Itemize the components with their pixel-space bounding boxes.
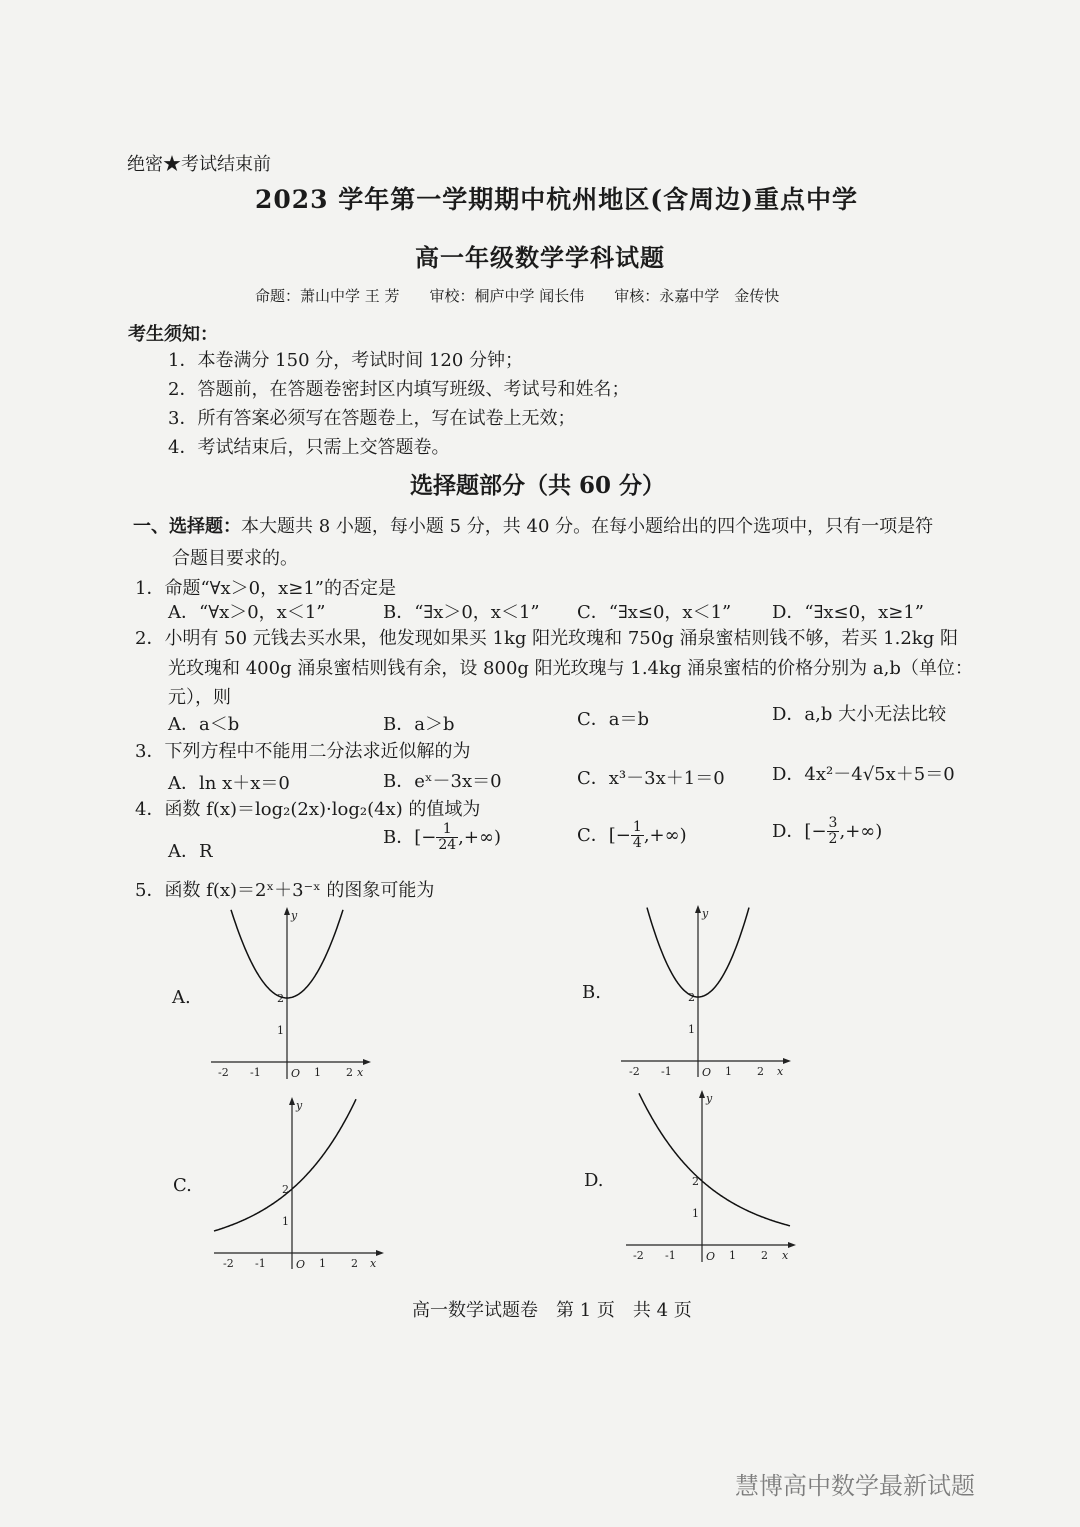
q2-option-c: C．a＝b bbox=[577, 709, 650, 730]
q4-c-denominator: 4 bbox=[632, 835, 642, 852]
part1-bold: 一、选择题： bbox=[133, 516, 241, 537]
y-axis-label: y bbox=[296, 1099, 303, 1112]
q4-stem: 4．函数 f(x)＝log₂(2x)·log₂(4x) 的值域为 bbox=[135, 799, 481, 820]
q5-label-d: D. bbox=[584, 1170, 604, 1191]
exam-title: 2023 学年第一学期期中杭州地区(含周边)重点中学 bbox=[255, 185, 858, 214]
q4-d-suffix: ,+∞) bbox=[839, 820, 883, 842]
part1-rest: 本大题共 8 小题，每小题 5 分，共 40 分。在每小题给出的四个选项中，只有一项是符 bbox=[241, 516, 934, 537]
q2-line3: 元），则 bbox=[168, 687, 231, 708]
q5-stem: 5．函数 f(x)＝2ˣ＋3⁻ˣ 的图象可能为 bbox=[135, 880, 435, 901]
y-axis-arrow bbox=[289, 1097, 295, 1105]
x-tick-label: -2 bbox=[629, 1065, 640, 1078]
x-tick-label: 2 bbox=[761, 1249, 768, 1262]
q2-option-a: A．a＜b bbox=[168, 714, 240, 735]
x-tick-label: -2 bbox=[223, 1257, 234, 1270]
q4-b-numerator: 1 bbox=[436, 822, 458, 838]
x-tick-label: -1 bbox=[665, 1249, 676, 1262]
q4-d-fraction bbox=[827, 816, 840, 848]
x-tick-label: 2 bbox=[346, 1066, 353, 1079]
y-axis-arrow bbox=[699, 1090, 705, 1098]
x-axis-arrow bbox=[376, 1250, 384, 1256]
q1-stem: 1．命题“∀x＞0，x≥1”的否定是 bbox=[135, 578, 397, 599]
page-footer: 高一数学试题卷 第 1 页 共 4 页 bbox=[412, 1300, 692, 1321]
y-tick-label-1: 1 bbox=[277, 1024, 284, 1037]
x-axis-label: x bbox=[357, 1066, 364, 1079]
y-axis-label: y bbox=[702, 907, 709, 920]
q4-c-numerator: 1 bbox=[632, 819, 642, 835]
x-tick-label: -2 bbox=[633, 1249, 644, 1262]
graph-d bbox=[620, 1088, 800, 1268]
y-tick-label-1: 1 bbox=[688, 1023, 695, 1036]
q3-option-d: D．4x²－4√5x＋5＝0 bbox=[772, 764, 955, 785]
notice-item-3: 3．所有答案必须写在答题卷上，写在试卷上无效； bbox=[168, 408, 576, 429]
q4-c-prefix: C．[− bbox=[577, 824, 631, 846]
q4-d-prefix: D．[− bbox=[772, 820, 827, 842]
y-tick-label-2: 2 bbox=[688, 991, 695, 1004]
x-axis-label: x bbox=[777, 1065, 784, 1078]
x-tick-label: 1 bbox=[314, 1066, 321, 1079]
x-tick-label: 2 bbox=[757, 1065, 764, 1078]
y-axis-label: y bbox=[706, 1092, 713, 1105]
origin-label: O bbox=[296, 1258, 306, 1271]
exam-subtitle: 高一年级数学学科试题 bbox=[415, 243, 665, 272]
graph-a bbox=[205, 905, 375, 1085]
notice-item-1: 1．本卷满分 150 分，考试时间 120 分钟； bbox=[168, 350, 524, 371]
q1-option-a: A．“∀x＞0，x＜1” bbox=[168, 602, 326, 623]
y-tick-label-1: 1 bbox=[692, 1207, 699, 1220]
q3-option-a: A．ln x＋x＝0 bbox=[168, 773, 290, 794]
y-tick-label-2: 2 bbox=[277, 992, 284, 1005]
section-title: 选择题部分（共 60 分） bbox=[410, 472, 666, 499]
function-curve bbox=[214, 1099, 356, 1231]
x-axis-arrow bbox=[363, 1059, 371, 1065]
x-tick-label: 1 bbox=[729, 1249, 736, 1262]
q3-stem: 3．下列方程中不能用二分法求近似解的为 bbox=[135, 741, 471, 762]
q4-b-denominator: 24 bbox=[438, 837, 457, 854]
q4-option-b bbox=[383, 822, 501, 854]
x-tick-label: -1 bbox=[250, 1066, 261, 1079]
q4-d-numerator: 3 bbox=[828, 815, 838, 831]
graph-b bbox=[615, 903, 795, 1083]
q4-b-prefix: B．[− bbox=[383, 826, 437, 848]
q5-label-b: B. bbox=[582, 982, 601, 1003]
q1-option-d: D．“∃x≤0，x≥1” bbox=[772, 602, 924, 623]
q2-line1: 2．小明有 50 元钱去买水果，他发现如果买 1kg 阳光玫瑰和 750g 涌泉蜜桔则钱不够，若买 1.2kg 阳 bbox=[135, 628, 958, 649]
x-tick-label: 1 bbox=[725, 1065, 732, 1078]
x-tick-label: -1 bbox=[661, 1065, 672, 1078]
function-curve bbox=[639, 1093, 790, 1226]
y-tick-label-1: 1 bbox=[282, 1215, 289, 1228]
x-axis-arrow bbox=[788, 1242, 796, 1248]
origin-label: O bbox=[706, 1250, 716, 1263]
origin-label: O bbox=[702, 1066, 712, 1079]
q4-option-a: A．R bbox=[168, 841, 213, 862]
q4-b-fraction bbox=[436, 822, 458, 854]
q3-option-b: B．eˣ－3x＝0 bbox=[383, 771, 502, 792]
y-axis-label: y bbox=[291, 909, 298, 922]
notice-heading: 考生须知： bbox=[128, 324, 218, 345]
graph-c bbox=[208, 1095, 388, 1275]
notice-item-4: 4．考试结束后，只需上交答题卷。 bbox=[168, 437, 450, 458]
q2-option-b: B．a＞b bbox=[383, 714, 455, 735]
x-tick-label: 2 bbox=[351, 1257, 358, 1270]
q1-option-b: B．“∃x＞0，x＜1” bbox=[383, 602, 540, 623]
y-axis-arrow bbox=[284, 907, 290, 915]
q4-c-fraction bbox=[631, 820, 644, 852]
authors-line: 命题：萧山中学 王 芳 审校：桐庐中学 闻长伟 审核：永嘉中学 金传快 bbox=[255, 287, 780, 305]
part1-line1 bbox=[133, 512, 933, 538]
y-axis-arrow bbox=[695, 905, 701, 913]
y-tick-label-2: 2 bbox=[282, 1183, 289, 1196]
q4-option-c bbox=[577, 820, 687, 852]
x-tick-label: -1 bbox=[255, 1257, 266, 1270]
q1-option-c: C．“∃x≤0，x＜1” bbox=[577, 602, 732, 623]
q4-d-denominator: 2 bbox=[828, 831, 838, 848]
q4-b-suffix: ,+∞) bbox=[458, 826, 501, 848]
q4-option-d bbox=[772, 816, 882, 848]
q5-label-c: C. bbox=[173, 1175, 192, 1196]
q2-line2: 光玫瑰和 400g 涌泉蜜桔则钱有余，设 800g 阳光玫瑰与 1.4kg 涌泉蜜桔的价格分别为 a,b（单位： bbox=[168, 658, 973, 679]
q4-c-suffix: ,+∞) bbox=[643, 824, 687, 846]
x-axis-label: x bbox=[370, 1257, 377, 1270]
secret-label: 绝密★考试结束前 bbox=[127, 154, 271, 175]
x-tick-label: -2 bbox=[218, 1066, 229, 1079]
x-tick-label: 1 bbox=[319, 1257, 326, 1270]
watermark-text: 慧博高中数学最新试题 bbox=[735, 1472, 975, 1500]
part1-line2: 合题目要求的。 bbox=[172, 548, 298, 569]
x-axis-arrow bbox=[783, 1058, 791, 1064]
notice-item-2: 2．答题前，在答题卷密封区内填写班级、考试号和姓名； bbox=[168, 379, 630, 400]
q3-option-c: C．x³－3x＋1＝0 bbox=[577, 768, 725, 789]
q2-option-d: D．a,b 大小无法比较 bbox=[772, 704, 947, 725]
origin-label: O bbox=[291, 1067, 301, 1080]
y-tick-label-2: 2 bbox=[692, 1175, 699, 1188]
x-axis-label: x bbox=[782, 1249, 789, 1262]
q5-label-a: A. bbox=[172, 987, 191, 1008]
